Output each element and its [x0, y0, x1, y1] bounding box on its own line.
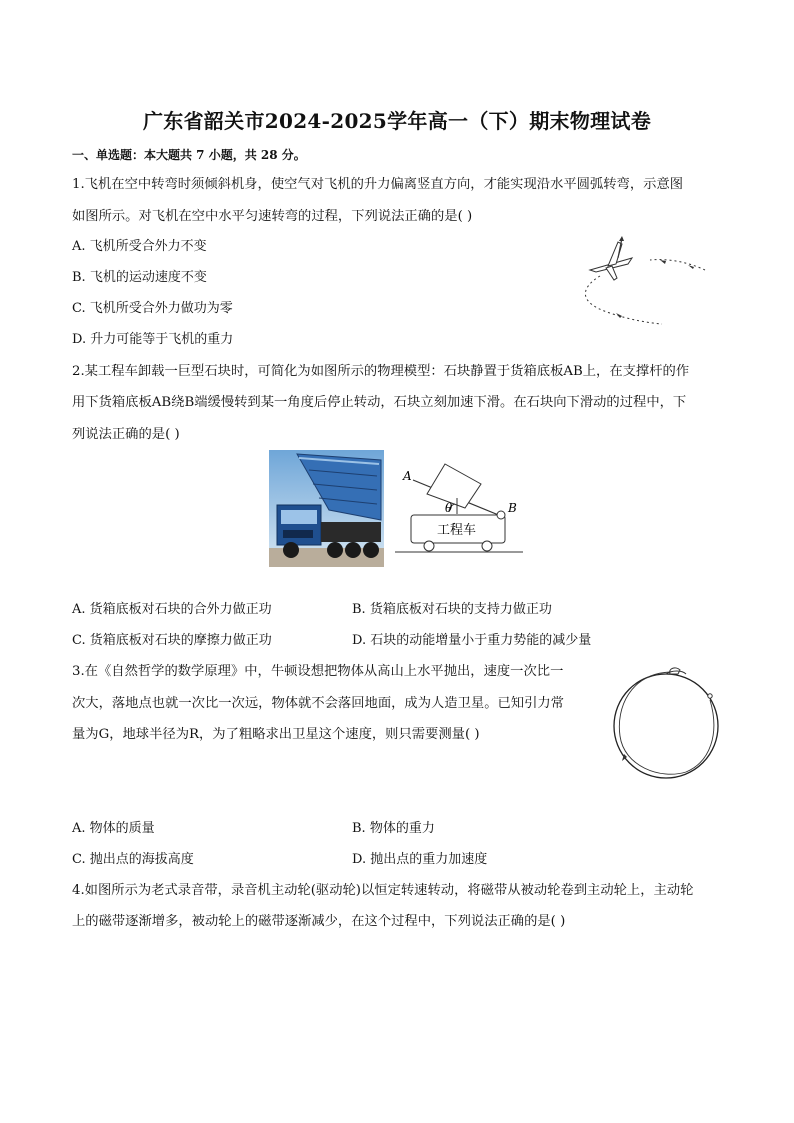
truck-model-diagram: [395, 458, 525, 558]
q2-option-a: A. 货箱底板对石块的合外力做正功: [72, 602, 272, 617]
q1-option-c: C. 飞机所受合外力做功为零: [72, 301, 233, 316]
q3-option-c: C. 抛出点的海拔高度: [72, 852, 194, 867]
q2-line-1: 2.某工程车卸载一巨型石块时，可简化为如图所示的物理模型：石块静置于货箱底板AB上，在支撑杆的作: [72, 364, 690, 379]
dump-truck-photo: [269, 450, 384, 567]
q1-option-d: D. 升力可能等于飞机的重力: [72, 332, 234, 347]
airplane-turn-figure: [570, 228, 720, 328]
q1-option-b: B. 飞机的运动速度不变: [72, 270, 207, 285]
q1-line-2: 如图所示。对飞机在空中水平匀速转弯的过程，下列说法正确的是( ): [72, 209, 473, 224]
q3-option-a: A. 物体的质量: [72, 821, 155, 836]
q3-line-3: 量为G，地球半径为R，为了粗略求出卫星这个速度，则只需要测量( ): [72, 727, 480, 742]
page-title: 广东省韶关市2024-2025学年高一（下）期末物理试卷: [142, 109, 652, 133]
q4-line-2: 上的磁带逐渐增多，被动轮上的磁带逐渐减少，在这个过程中，下列说法正确的是( ): [72, 914, 566, 929]
q4-line-1: 4.如图所示为老式录音带，录音机主动轮(驱动轮)以恒定转速转动，将磁带从被动轮卷到主动轮上，主动轮: [72, 883, 694, 898]
label-truck: 工程车: [437, 523, 477, 538]
q1-option-a: A. 飞机所受合外力不变: [72, 239, 207, 254]
q3-line-1: 3.在《自然哲学的数学原理》中，牛顿设想把物体从高山上水平抛出，速度一次比一: [72, 664, 564, 679]
q3-option-d: D. 抛出点的重力加速度: [352, 852, 488, 867]
q3-option-b: B. 物体的重力: [352, 821, 435, 836]
q2-option-b: B. 货箱底板对石块的支持力做正功: [352, 602, 552, 617]
label-b: B: [508, 501, 517, 515]
q1-line-1: 1.飞机在空中转弯时须倾斜机身，使空气对飞机的升力偏离竖直方向，才能实现沿水平圆弧转弯，示意图: [72, 177, 684, 192]
label-theta: θ: [445, 501, 453, 515]
section-heading: 一、单选题：本大题共 7 小题，共 28 分。: [72, 148, 306, 162]
q2-line-2: 用下货箱底板AB绕B端缓慢转到某一角度后停止转动，石块立刻加速下滑。在石块向下滑动的过程中，下: [72, 395, 687, 410]
label-a: A: [403, 469, 412, 483]
q2-line-3: 列说法正确的是( ): [72, 427, 180, 442]
q2-option-c: C. 货箱底板对石块的摩擦力做正功: [72, 633, 272, 648]
q2-option-d: D. 石块的动能增量小于重力势能的减少量: [352, 633, 592, 648]
newton-cannon-figure: [610, 658, 725, 783]
q3-line-2: 次大，落地点也就一次比一次远，物体就不会落回地面，成为人造卫星。已知引力常: [72, 696, 564, 711]
